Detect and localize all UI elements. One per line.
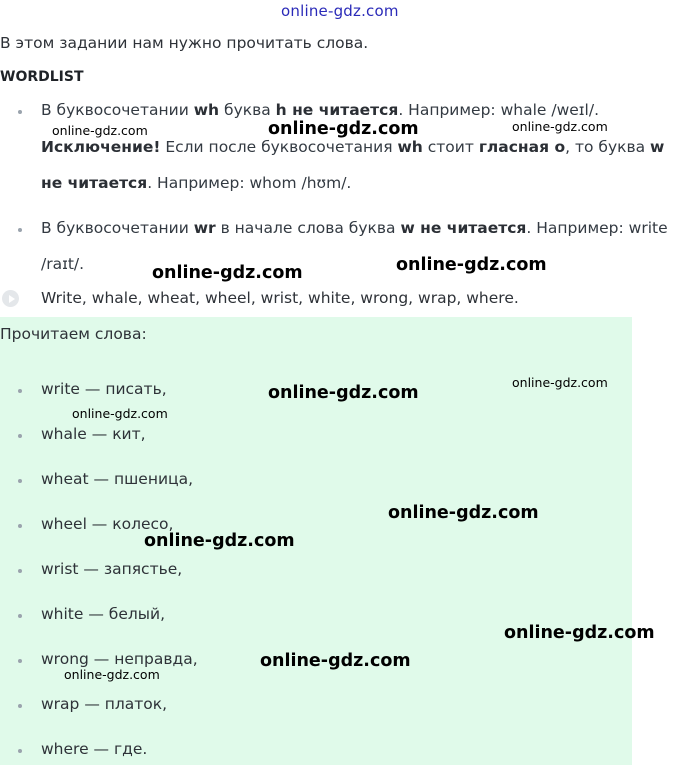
rule-text: . Например: whom /hʊm/. — [147, 174, 352, 192]
watermark: online-gdz.com — [260, 651, 411, 671]
rule-bold: h не читается — [275, 101, 399, 119]
bullet-dot — [18, 479, 22, 483]
rule-text: В буквосочетании — [41, 101, 194, 119]
watermark: online-gdz.com — [152, 263, 303, 283]
watermark: online-gdz.com — [512, 375, 608, 390]
watermark: online-gdz.com — [52, 123, 148, 138]
word-item: write — писать, — [41, 380, 167, 398]
word-item: wrong — неправда, — [41, 650, 198, 668]
watermark: online-gdz.com — [396, 255, 547, 275]
rule-text: /raɪt/. — [41, 255, 85, 273]
watermark: online-gdz.com — [72, 406, 168, 421]
bullet-dot — [18, 524, 22, 528]
bullet-dot — [18, 434, 22, 438]
rule-text: в начале слова буква — [215, 219, 401, 237]
rule-text: , то буква — [565, 138, 651, 156]
rule-bold: wh — [397, 138, 423, 156]
bullet-dot — [18, 569, 22, 573]
rule-text: буква — [219, 101, 276, 119]
watermark: online-gdz.com — [64, 667, 160, 682]
rule-bold: не читается — [41, 174, 148, 192]
watermark: online-gdz.com — [268, 383, 419, 403]
rule-bold: wr — [193, 219, 216, 237]
word-item: where — где. — [41, 740, 148, 758]
words-line: Write, whale, wheat, wheel, wrist, white, wrong, wrap, where. — [41, 289, 519, 307]
watermark: online-gdz.com — [504, 623, 655, 643]
word-item: wheel — колесо, — [41, 515, 174, 533]
bullet-dot — [18, 389, 22, 393]
word-item: whale — кит, — [41, 425, 146, 443]
word-item: wrap — платок, — [41, 695, 168, 713]
watermark: online-gdz.com — [388, 503, 539, 523]
play-icon[interactable] — [2, 290, 19, 307]
rule-text: . Например: write — [526, 219, 668, 237]
word-item: wrist — запястье, — [41, 560, 183, 578]
wordlist-heading: WORDLIST — [0, 69, 84, 85]
rule-text: стоит — [422, 138, 479, 156]
bullet-dot — [18, 228, 22, 232]
word-item: wheat — пшеница, — [41, 470, 194, 488]
watermark: online-gdz.com — [144, 531, 295, 551]
rule-bold: w не читается — [400, 219, 527, 237]
intro-text: В этом задании нам нужно прочитать слова. — [0, 34, 369, 52]
rule-text: В буквосочетании — [41, 219, 194, 237]
bullet-dot — [18, 749, 22, 753]
bullet-dot — [18, 110, 22, 114]
reading-heading: Прочитаем слова: — [0, 325, 147, 343]
site-watermark-header: online-gdz.com — [281, 2, 399, 20]
rule-bold: гласная о — [478, 138, 566, 156]
watermark: online-gdz.com — [512, 119, 608, 134]
bullet-dot — [18, 704, 22, 708]
bullet-dot — [18, 659, 22, 663]
rule-text: Если после буквосочетания — [160, 138, 398, 156]
rule-bold: wh — [193, 101, 220, 119]
watermark: online-gdz.com — [268, 119, 419, 139]
exception-label: Исключение! — [41, 138, 161, 156]
rule-bold: w — [650, 138, 665, 156]
rule-text: . Например: whale /weɪl/. — [398, 101, 600, 119]
bullet-dot — [18, 614, 22, 618]
word-item: white — белый, — [41, 605, 166, 623]
